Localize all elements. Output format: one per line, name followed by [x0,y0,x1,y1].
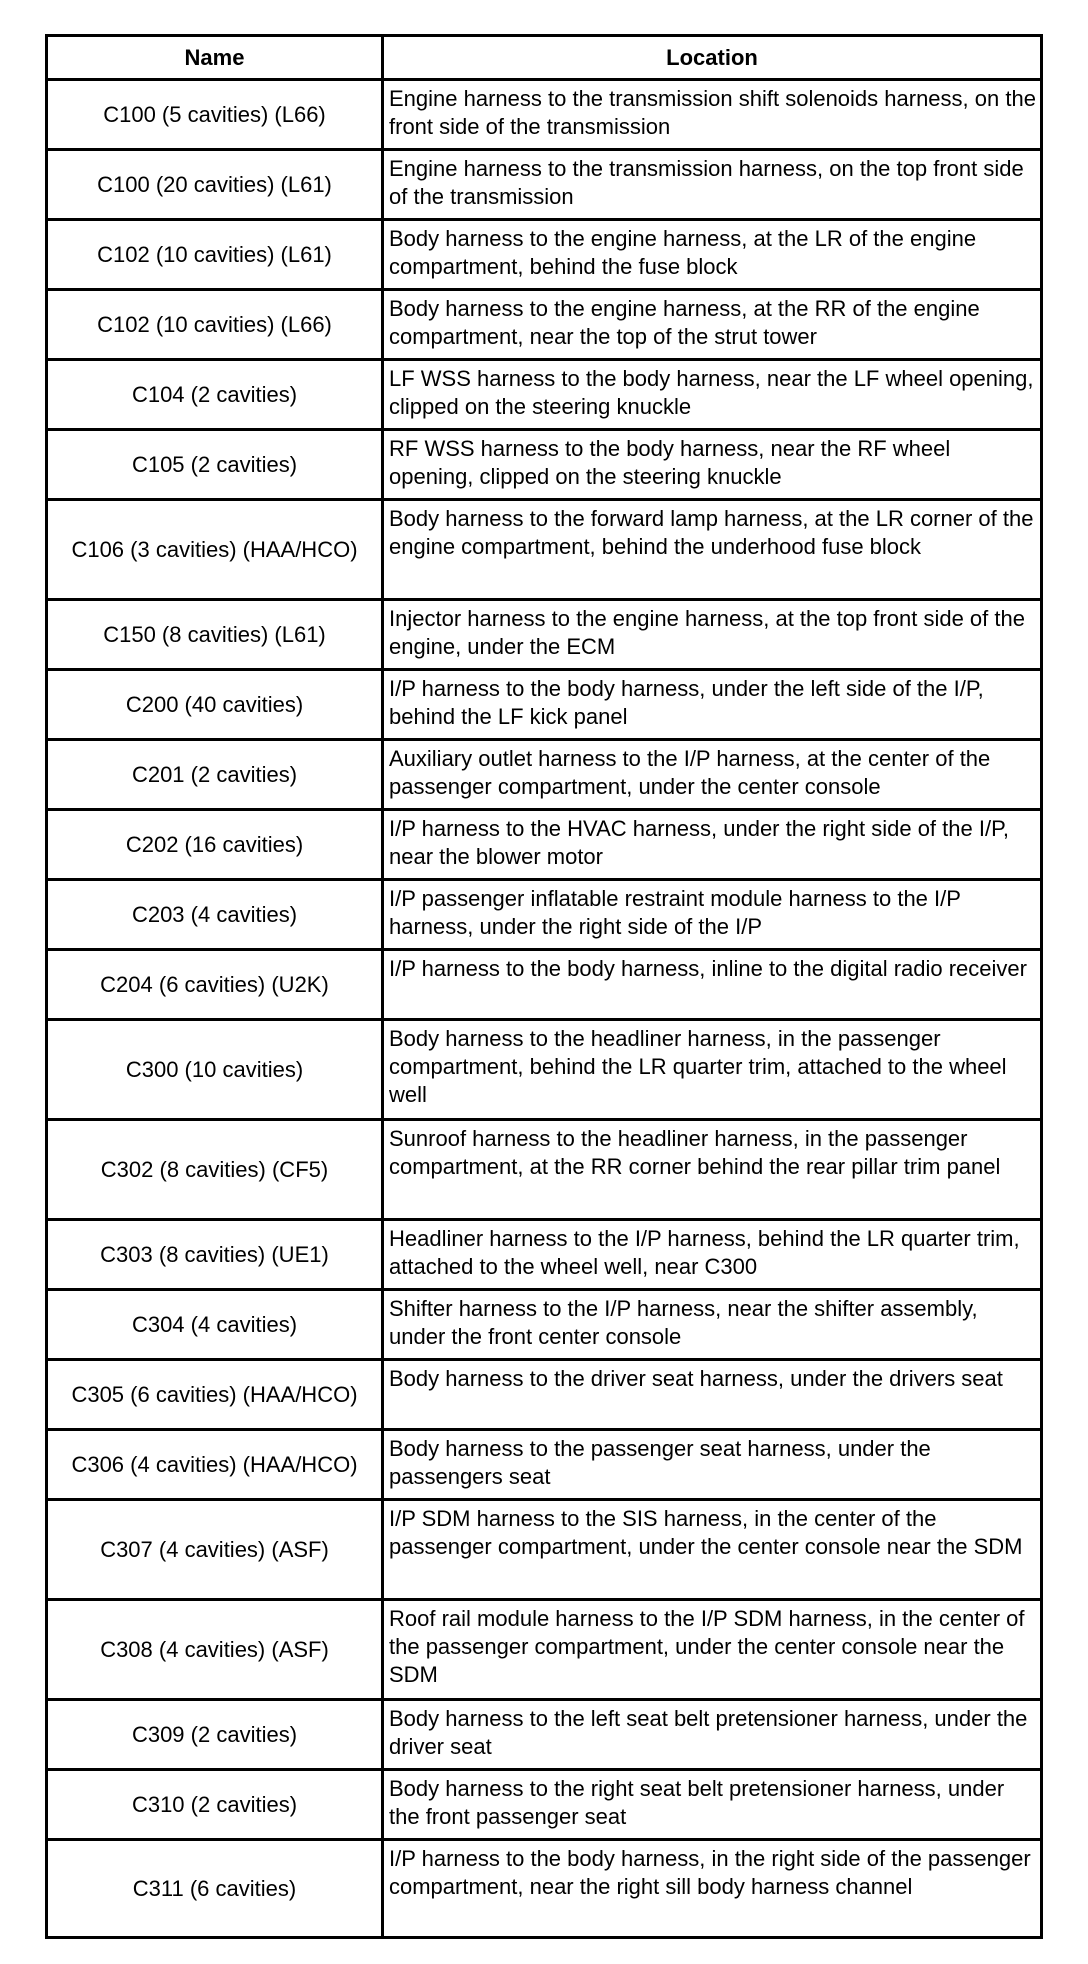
connector-location-cell: Body harness to the left seat belt pretensioner harness, under the driver seat [383,1700,1042,1770]
table-row [47,290,1042,360]
connector-name-cell: C102 (10 cavities) (L61) [47,220,383,290]
table-body [47,80,1042,1938]
connector-location-cell: RF WSS harness to the body harness, near the RF wheel opening, clipped on the steering knuckle [383,430,1042,500]
table-row [47,1120,1042,1220]
connector-location-cell: I/P harness to the body harness, inline to the digital radio receiver [383,950,1042,1020]
connector-table-wrapper [45,34,1040,1939]
connector-location-cell: Body harness to the passenger seat harness, under the passengers seat [383,1430,1042,1500]
table-row [47,430,1042,500]
connector-name-cell: C304 (4 cavities) [47,1290,383,1360]
connector-location-cell: Body harness to the engine harness, at the LR of the engine compartment, behind the fuse block [383,220,1042,290]
connector-location-cell: I/P harness to the body harness, under the left side of the I/P, behind the LF kick panel [383,670,1042,740]
connector-location-cell: Sunroof harness to the headliner harness, in the passenger compartment, at the RR corner behind the rear pillar trim panel [383,1120,1042,1220]
connector-name-cell: C311 (6 cavities) [47,1840,383,1938]
connector-name-cell: C310 (2 cavities) [47,1770,383,1840]
connector-location-cell: Headliner harness to the I/P harness, behind the LR quarter trim, attached to the wheel well, near C300 [383,1220,1042,1290]
connector-location-cell: Body harness to the driver seat harness, under the drivers seat [383,1360,1042,1430]
table-row [47,1600,1042,1700]
table-row [47,810,1042,880]
table-row [47,740,1042,810]
connector-name-cell: C105 (2 cavities) [47,430,383,500]
table-row [47,670,1042,740]
table-row [47,360,1042,430]
connector-location-cell: I/P harness to the body harness, in the right side of the passenger compartment, near the right sill body harness channel [383,1840,1042,1938]
table-row [47,600,1042,670]
table-row [47,220,1042,290]
connector-name-cell: C309 (2 cavities) [47,1700,383,1770]
table-row [47,80,1042,150]
connector-name-cell: C100 (5 cavities) (L66) [47,80,383,150]
table-row [47,1500,1042,1600]
connector-location-cell: I/P harness to the HVAC harness, under the right side of the I/P, near the blower motor [383,810,1042,880]
table-row [47,880,1042,950]
connector-location-cell: Auxiliary outlet harness to the I/P harness, at the center of the passenger compartment, under the center console [383,740,1042,810]
connector-name-cell: C102 (10 cavities) (L66) [47,290,383,360]
connector-name-cell: C150 (8 cavities) (L61) [47,600,383,670]
connector-name-cell: C308 (4 cavities) (ASF) [47,1600,383,1700]
connector-location-cell: Body harness to the engine harness, at the RR of the engine compartment, near the top of the strut tower [383,290,1042,360]
table-row [47,1770,1042,1840]
connector-name-cell: C200 (40 cavities) [47,670,383,740]
connector-location-table [45,34,1043,1939]
connector-name-cell: C100 (20 cavities) (L61) [47,150,383,220]
connector-name-cell: C203 (4 cavities) [47,880,383,950]
connector-location-cell: LF WSS harness to the body harness, near the LF wheel opening, clipped on the steering knuckle [383,360,1042,430]
connector-location-cell: I/P passenger inflatable restraint module harness to the I/P harness, under the right side of the I/P [383,880,1042,950]
location-column-header: Location [383,36,1042,80]
connector-location-cell: Engine harness to the transmission harness, on the top front side of the transmission [383,150,1042,220]
connector-name-cell: C202 (16 cavities) [47,810,383,880]
connector-name-cell: C306 (4 cavities) (HAA/HCO) [47,1430,383,1500]
table-row [47,1430,1042,1500]
connector-location-cell: I/P SDM harness to the SIS harness, in the center of the passenger compartment, under the center console near the SDM [383,1500,1042,1600]
table-header-row [47,36,1042,80]
connector-name-cell: C201 (2 cavities) [47,740,383,810]
connector-name-cell: C204 (6 cavities) (U2K) [47,950,383,1020]
table-row [47,1290,1042,1360]
connector-location-cell: Body harness to the right seat belt pretensioner harness, under the front passenger seat [383,1770,1042,1840]
table-row [47,1220,1042,1290]
connector-location-cell: Shifter harness to the I/P harness, near the shifter assembly, under the front center console [383,1290,1042,1360]
name-column-header: Name [47,36,383,80]
connector-location-cell: Body harness to the forward lamp harness, at the LR corner of the engine compartment, behind the underhood fuse block [383,500,1042,600]
connector-location-cell: Body harness to the headliner harness, in the passenger compartment, behind the LR quarter trim, attached to the wheel well [383,1020,1042,1120]
table-row [47,150,1042,220]
table-row [47,950,1042,1020]
table-row [47,1020,1042,1120]
connector-name-cell: C104 (2 cavities) [47,360,383,430]
table-row [47,1840,1042,1938]
connector-location-cell: Engine harness to the transmission shift solenoids harness, on the front side of the transmission [383,80,1042,150]
connector-name-cell: C300 (10 cavities) [47,1020,383,1120]
connector-name-cell: C302 (8 cavities) (CF5) [47,1120,383,1220]
connector-name-cell: C307 (4 cavities) (ASF) [47,1500,383,1600]
connector-name-cell: C305 (6 cavities) (HAA/HCO) [47,1360,383,1430]
connector-name-cell: C303 (8 cavities) (UE1) [47,1220,383,1290]
table-row [47,1700,1042,1770]
connector-location-cell: Roof rail module harness to the I/P SDM harness, in the center of the passenger compartment, under the center console near the SDM [383,1600,1042,1700]
connector-name-cell: C106 (3 cavities) (HAA/HCO) [47,500,383,600]
table-row [47,1360,1042,1430]
table-row [47,500,1042,600]
connector-location-cell: Injector harness to the engine harness, at the top front side of the engine, under the ECM [383,600,1042,670]
